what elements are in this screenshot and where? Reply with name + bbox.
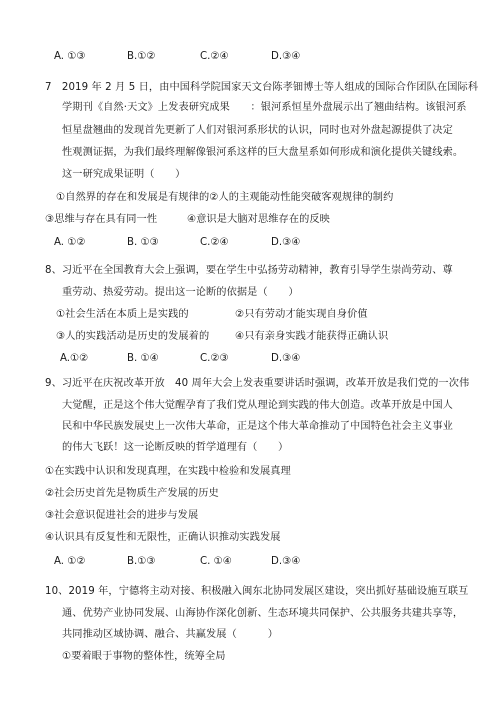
q7-statement-2: ③思维与存在具有同一性 — [45, 214, 158, 225]
q9-line-3: 民和中华民族发展史上一次伟大革命，正是这个伟大革命推动了中国特色社会主义事业 — [62, 421, 453, 432]
q8-line-2: 重劳动、热爱劳动。提出这一论断的依据是（ ） — [62, 287, 299, 298]
q8-statement-1: ①社会生活在本质上是实践的 — [56, 309, 189, 320]
q7-option-c: C.②④ — [200, 237, 229, 248]
q7-option-b: B. ①③ — [127, 237, 159, 248]
q7-line-3: 恒星盘翘曲的发现首先更新了人们对银河系形状的认识，同时也对外盘起源提供了决定 — [62, 125, 453, 136]
q7-line-2: 学期刊《自然·天文》上发表研究成果 ：银河系恒星外盘展示出了翘曲结构。该银河系 — [62, 102, 467, 113]
q9-statement-2: ②社会历史首先是物质生产发展的历史 — [45, 488, 219, 499]
q10-line-2: 通、优势产业协同发展、山海协作深化创新、生态环境共同保护、公共服务共建共享等， — [62, 608, 464, 619]
q8-statement-2: ②只有劳动才能实现自身价值 — [235, 309, 368, 320]
q8-option-c: C.②③ — [200, 353, 229, 364]
q9-statement-1: ①在实践中认识和发现真理，在实践中检验和发展真理 — [45, 466, 291, 477]
q6-option-a: A. ①③ — [54, 51, 86, 62]
q9-line-2: 大觉醒，正是这个伟大觉醒孕育了我们党从理论到实践的伟大创造。改革开放是中国人 — [62, 400, 453, 411]
q8-line-1: 8、习近平在全国教育大会上强调，要在学生中弘扬劳动精神，教育引导学生崇尚劳动、尊 — [45, 265, 453, 276]
q6-option-b: B.①② — [127, 51, 156, 62]
q9-statement-4: ④认识具有反复性和无限性，正确认识推动实践发展 — [45, 532, 281, 543]
q7-statement-3: ④意识是大脑对思维存在的反映 — [187, 214, 330, 225]
q9-option-a: A. ①② — [54, 556, 86, 567]
q7-statement-1: ①自然界的存在和发展是有规律的②人的主观能动性能突破客观规律的制约 — [56, 192, 394, 203]
q7-line-5: 这一研究成果证明（ ） — [62, 169, 186, 180]
q9-statement-3: ③社会意识促进社会的进步与发展 — [45, 510, 199, 521]
q8-statement-3: ③人的实践活动是历史的发展着的 — [56, 331, 210, 342]
q9-line-4: 的伟大飞跃！这一论断反映的哲学道理有（ ） — [62, 442, 289, 453]
q7-option-a: A. ①② — [54, 237, 86, 248]
q9-option-d: D.③④ — [271, 556, 301, 567]
q8-option-d: D.③④ — [271, 353, 301, 364]
q6-option-c: C.②④ — [200, 51, 229, 62]
q10-line-3: 共同推动区域协调、融合、共赢发展（ ） — [62, 629, 279, 640]
q10-line-1: 10、2019 年，宁德将主动对接、积极融入闽东北协同发展区建设，突出抓好基础设施互联互 — [45, 586, 469, 597]
q7-line-1: 7 2019 年 2 月 5 日，由中国科学院国家天文台陈孝钿博士等人组成的国际合作团队在国际科 — [45, 82, 479, 93]
q9-option-b: B.①③ — [127, 556, 156, 567]
q6-option-d: D.③④ — [271, 51, 301, 62]
q9-option-c: C. ①④ — [200, 556, 232, 567]
q9-line-1: 9、习近平在庆祝改革开放 40 周年大会上发表重要讲话时强调，改革开放是我们党的一次伟 — [45, 378, 470, 389]
q8-option-b: B. ①④ — [127, 353, 159, 364]
q10-statement-1: ①要着眼于事物的整体性，统筹全局 — [62, 651, 226, 662]
q8-option-a: A.①② — [60, 353, 89, 364]
q8-statement-4: ④只有亲身实践才能获得正确认识 — [235, 331, 389, 342]
q7-option-d: D.③④ — [271, 237, 301, 248]
q7-line-4: 性观测证据，为我们最终理解像银河系这样的巨大盘星系如何形成和演化提供关键线索。 — [62, 147, 464, 158]
